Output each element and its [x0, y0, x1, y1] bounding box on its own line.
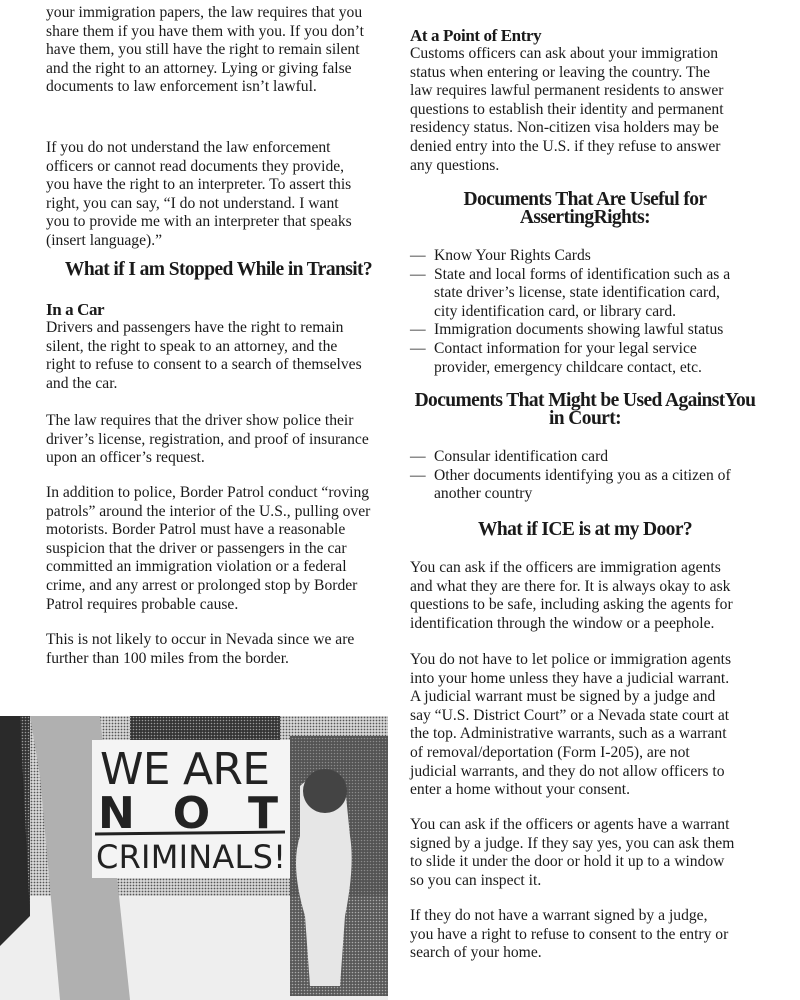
text-line: The law requires that the driver show police their — [46, 412, 354, 429]
documents-against-list — [410, 448, 760, 504]
heading-ice-door: What if ICE is at my Door? — [477, 519, 693, 540]
text-line: — Contact information for your legal service — [434, 339, 697, 357]
text-line: driver’s license, registration, and proof of insurance — [46, 430, 369, 448]
sign-line-3: CRIMINALS! — [96, 838, 286, 876]
text-line: signed by a judge. If they say yes, you can ask them — [410, 834, 735, 852]
text-line: crime, and any arrest or prolonged stop by Border — [46, 576, 358, 594]
paragraph-judicial-warrant — [410, 651, 760, 800]
text-line: — Immigration documents showing lawful status — [434, 321, 724, 339]
text-line: law requires lawful permanent residents to answer — [410, 82, 724, 100]
text-line: you have the right to an interpreter. To assert this — [46, 176, 352, 194]
text-line: officers or cannot read documents they provide, — [46, 157, 345, 175]
text-line: This is not likely to occur in Nevada since we are — [46, 631, 355, 648]
text-line: city identification card, or library card. — [434, 302, 677, 320]
text-line: of removal/deportation (Form I-205), are not — [410, 743, 690, 761]
text-line: have them, you still have the right to remain silent — [46, 41, 360, 59]
text-line: status when entering or leaving the country. The — [410, 63, 711, 81]
text-line: right, you can say, “I do not understand. I want — [46, 194, 339, 212]
text-line: into your home unless they have a judicial warrant. — [410, 669, 730, 687]
paragraph-nevada — [46, 631, 391, 668]
text-line: — Other documents identifying you as a citizen of — [434, 466, 731, 484]
sign-line-1: WE ARE — [100, 744, 270, 795]
text-line: provider, emergency childcare contact, etc. — [434, 358, 702, 376]
text-line: Patrol requires probable cause. — [46, 595, 239, 613]
text-line: identification through the window or a peephole. — [410, 614, 715, 632]
text-line: residency status. Non-citizen visa holders may be — [410, 119, 719, 137]
paragraph-papers — [46, 4, 391, 97]
text-line: another country — [434, 485, 533, 503]
text-line: and what they are there for. It is always okay to ask — [410, 577, 731, 595]
heading-documents-against — [410, 392, 760, 428]
paragraph-warrant-inspect — [410, 816, 760, 890]
paragraph-interpreter — [46, 139, 391, 251]
text-line: patrols” around the interior of the U.S., pulling over — [46, 502, 371, 520]
text-line: further than 100 miles from the border. — [46, 649, 289, 667]
text-line: enter a home without your consent. — [410, 781, 630, 799]
text-line: any questions. — [410, 156, 500, 174]
text-line: (insert language).” — [46, 231, 163, 249]
text-line: questions to establish their identity and permanent — [410, 100, 724, 118]
text-line: and the car. — [46, 374, 118, 392]
text-line: Documents That Might be Used Against — [414, 390, 725, 411]
text-line: you have a right to refuse to consent to the entry or — [410, 925, 729, 943]
text-line: You can ask if the officers or agents have a warrant — [410, 816, 730, 833]
text-line: — Know Your Rights Cards — [434, 247, 591, 264]
text-line: you to provide me with an interpreter that speaks — [46, 213, 352, 231]
text-line: so you can inspect it. — [410, 871, 542, 889]
list-item — [410, 247, 760, 266]
paragraph-point-of-entry — [410, 45, 760, 175]
paragraph-refuse-consent — [410, 907, 760, 963]
text-line: and the right to an attorney. Lying or giving false — [46, 59, 352, 77]
text-line: judicial warrants, and they do not allow officers to — [410, 762, 725, 780]
text-line: If they do not have a warrant signed by a judge, — [410, 907, 708, 924]
heading-transit: What if I am Stopped While in Transit? — [64, 259, 373, 280]
paragraph-border-patrol — [46, 484, 391, 614]
text-line: state driver’s license, state identification card, — [434, 284, 720, 302]
heading-useful-documents — [410, 191, 760, 227]
text-line: denied entry into the U.S. if they refuse to answer — [410, 137, 721, 155]
text-line: right to refuse to consent to a search of themselves — [46, 356, 362, 374]
text-line: Rights: — [593, 207, 651, 228]
list-item — [410, 321, 760, 340]
text-line: your immigration papers, the law requires that you — [46, 4, 363, 21]
text-line: If you do not understand the law enforcement — [46, 139, 331, 156]
subheading-in-a-car: In a Car — [46, 300, 105, 319]
text-line: share them if you have them with you. If you don’t — [46, 22, 365, 40]
text-line: upon an officer’s request. — [46, 449, 205, 467]
text-line: Customs officers can ask about your immigration — [410, 45, 719, 62]
text-line: — State and local forms of identification such as a — [434, 265, 731, 283]
text-line: to slide it under the door or hold it up to a window — [410, 853, 725, 871]
text-line: committed an immigration violation or a federal — [46, 558, 347, 576]
useful-documents-list — [410, 247, 760, 377]
text-line: the top. Administrative warrants, such as a warrant — [410, 725, 727, 743]
text-line: You do not have to let police or immigration agents — [410, 651, 732, 668]
text-line: suspicion that the driver or passengers in the car — [46, 539, 347, 557]
text-line: silent, the right to speak to an attorney, and the — [46, 337, 338, 355]
text-line: Documents That Are Useful for Asserting — [463, 189, 707, 228]
list-item — [410, 448, 760, 467]
text-line: You in Court: — [548, 390, 756, 429]
list-item — [410, 266, 760, 322]
text-line: questions to be safe, including asking the agents for — [410, 596, 733, 614]
text-line: A judicial warrant must be signed by a judge and — [410, 688, 716, 706]
list-item — [410, 467, 760, 504]
paragraph-car-rights — [46, 319, 391, 393]
text-line: search of your home. — [410, 944, 542, 962]
text-line: say “U.S. District Court” or a Nevada state court at — [410, 706, 730, 724]
text-line: — Consular identification card — [434, 448, 609, 465]
text-line: motorists. Border Patrol must have a reasonable — [46, 521, 346, 539]
paragraph-ice-ask — [410, 559, 760, 633]
text-line: Drivers and passengers have the right to remain — [46, 319, 344, 336]
paragraph-driver-license — [46, 412, 391, 468]
text-line: documents to law enforcement isn’t lawful. — [46, 78, 317, 96]
protest-photo — [0, 716, 388, 1000]
text-line: In addition to police, Border Patrol conduct “roving — [46, 484, 370, 501]
list-item — [410, 340, 760, 377]
sign-line-2: NOT — [98, 788, 278, 839]
subheading-point-of-entry: At a Point of Entry — [410, 26, 542, 45]
text-line: You can ask if the officers are immigration agents — [410, 559, 721, 576]
